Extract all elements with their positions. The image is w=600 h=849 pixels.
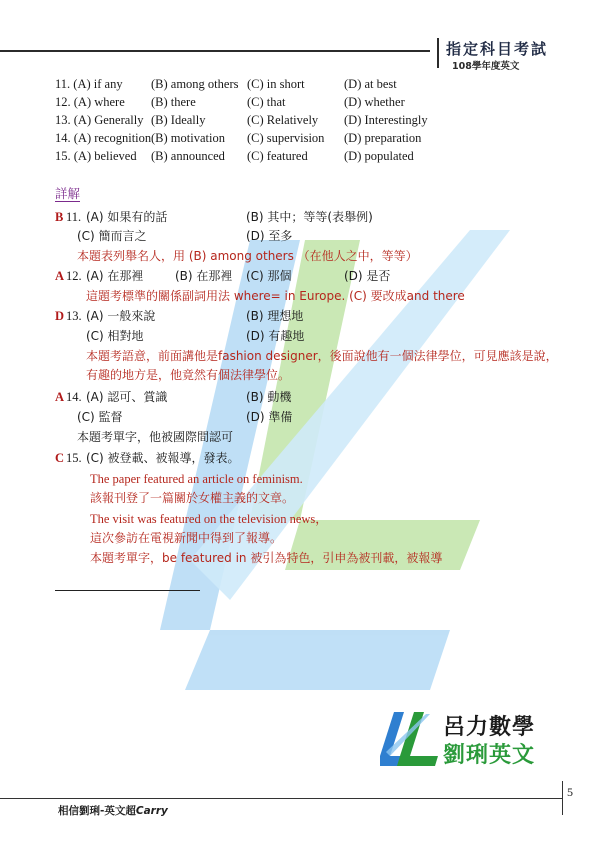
option-a: 12. (A) where — [55, 95, 125, 109]
choice-b: (B) 其中；等等(表舉例) — [246, 210, 373, 224]
question-number: 12. — [66, 269, 82, 283]
header-divider — [437, 38, 439, 68]
header-title: 指定科目考試 — [446, 40, 549, 58]
ll-logo-icon — [380, 712, 442, 768]
answer-key: A — [55, 390, 65, 404]
option-c: (C) featured — [247, 149, 308, 163]
choice-d: (D) 有趣地 — [246, 329, 305, 343]
choice-b: (B) 理想地 — [246, 309, 304, 323]
question-number: 13. — [66, 309, 82, 323]
option-c: (C) that — [247, 95, 286, 109]
choice-a: (A) 一般來說 — [86, 309, 156, 323]
footer-divider — [562, 781, 563, 815]
answer-key: B — [55, 210, 64, 224]
explanation-note: 本題表列舉名人，用 (B) among others （在他人之中，等等） — [77, 249, 418, 263]
choice-c: (C) 那個 — [246, 269, 292, 283]
answer-key: A — [55, 269, 65, 283]
footer-text — [58, 803, 168, 818]
option-b: (B) there — [151, 95, 196, 109]
page-number: 5 — [567, 785, 573, 799]
explanation-note: 這題考標準的關係副詞用法 where= in Europe. (C) 要改成and there — [86, 289, 465, 303]
option-b: (B) announced — [151, 149, 225, 163]
logo-text-math: 呂力數學 — [443, 715, 536, 740]
choice-c: (C) 簡而言之 — [77, 229, 147, 243]
option-d: (D) Interestingly — [344, 113, 428, 127]
option-d: (D) whether — [344, 95, 405, 109]
answer-key: D — [55, 309, 65, 323]
choice-c: (C) 相對地 — [86, 329, 144, 343]
option-a: 14. (A) recognition — [55, 131, 152, 145]
question-number: 14. — [66, 390, 82, 404]
answer-key: C — [55, 451, 65, 465]
explanation-note: 本題考語意，前面講他是fashion designer，後面說他有一個法律學位，可見應該是說， — [86, 349, 558, 363]
explanation-note: 本題考單字，be featured in 被引為特色，引申為被刊載，被報導 — [90, 551, 443, 565]
explanation-note: 有趣的地方是，他竟然有個法律學位。 — [86, 368, 291, 382]
example-sentence-en: The paper featured an article on feminism. — [90, 472, 303, 486]
option-d: (D) preparation — [344, 131, 422, 145]
brand-logo — [380, 708, 565, 770]
choice-c: (C) 被登載、被報導，發表。 — [86, 451, 240, 465]
choice-a: (A) 認可、賞識 — [86, 390, 168, 404]
option-a: 15. (A) believed — [55, 149, 137, 163]
footer-slogan: 相信劉琍-英文超 — [58, 805, 136, 817]
question-number: 15. — [66, 451, 82, 465]
option-c: (C) supervision — [247, 131, 325, 145]
footer-rule — [0, 798, 562, 799]
choice-b: (B) 在那裡 — [175, 269, 233, 283]
section-title: 詳解 — [55, 186, 81, 201]
header-rule — [0, 50, 430, 52]
logo-text-english: 劉琍英文 — [443, 743, 536, 768]
choice-c: (C) 監督 — [77, 410, 123, 424]
option-d: (D) populated — [344, 149, 414, 163]
header-subtitle: 108學年度英文 — [452, 61, 520, 72]
section-separator — [55, 590, 200, 591]
example-sentence-en: The visit was featured on the television news， — [90, 512, 328, 526]
footer-slogan-emphasis: Carry — [135, 805, 168, 817]
example-sentence-zh: 該報刊登了一篇關於女權主義的文章。 — [90, 491, 295, 505]
option-c: (C) in short — [247, 77, 305, 91]
choice-d: (D) 至多 — [246, 229, 293, 243]
option-a: 13. (A) Generally — [55, 113, 144, 127]
example-sentence-zh: 這次參訪在電視新聞中得到了報導。 — [90, 531, 283, 545]
choice-a: (A) 在那裡 — [86, 269, 144, 283]
option-c: (C) Relatively — [247, 113, 319, 127]
explanation-note: 本題考單字，他被國際間認可 — [77, 430, 234, 444]
choice-b: (B) 動機 — [246, 390, 292, 404]
option-a: 11. (A) if any — [55, 77, 123, 91]
option-b: (B) Ideally — [151, 113, 206, 127]
choice-d: (D) 是否 — [344, 269, 391, 283]
question-number: 11. — [66, 210, 82, 224]
option-b: (B) motivation — [151, 131, 225, 145]
option-d: (D) at best — [344, 77, 397, 91]
option-b: (B) among others — [151, 77, 239, 91]
choice-d: (D) 準備 — [246, 410, 293, 424]
choice-a: (A) 如果有的話 — [86, 210, 168, 224]
